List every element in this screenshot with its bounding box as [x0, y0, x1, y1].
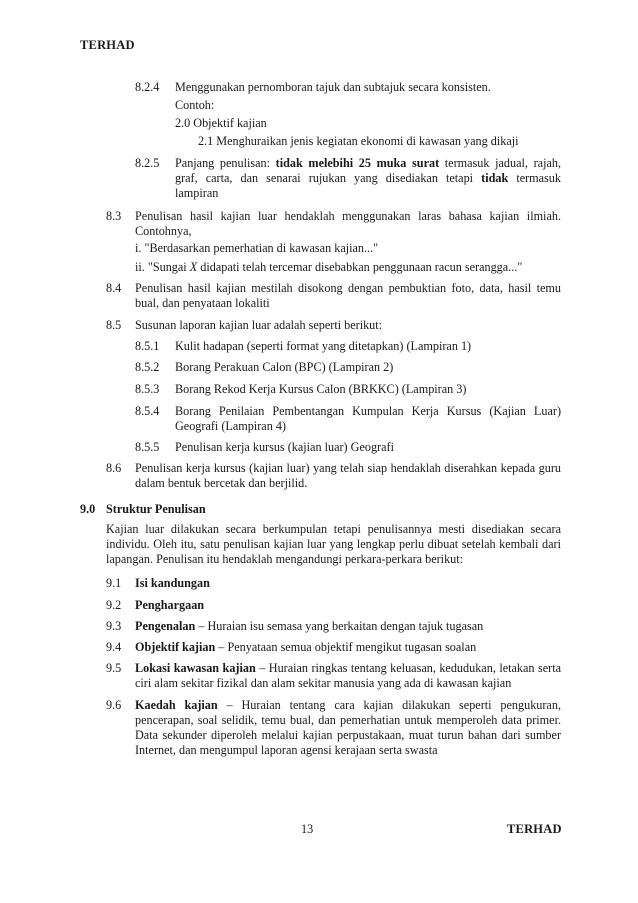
- list-item-title: Isi kandungan: [135, 576, 210, 590]
- section-8-3-number: 8.3: [106, 209, 122, 223]
- list-item-title: Pengenalan: [135, 619, 196, 633]
- list-item-text: Borang Rekod Kerja Kursus Calon (BRKKC) (Lampiran 3): [175, 382, 467, 396]
- section-8-5-number: 8.5: [106, 318, 122, 332]
- s825-text-pre: Panjang penulisan:: [175, 156, 276, 170]
- list-item-number: 9.2: [106, 598, 122, 612]
- section-8-2-5-number: 8.2.5: [135, 156, 160, 170]
- example-ii-post: didapati telah tercemar disebabkan penggunaan racun serangga...": [197, 260, 523, 274]
- section-8-5-text: Susunan laporan kajian luar adalah seperti berikut:: [135, 318, 383, 332]
- s825-text-bold-tidak: tidak: [481, 171, 509, 185]
- section-9-0-title: Struktur Penulisan: [106, 502, 206, 516]
- page-number: 13: [301, 822, 314, 836]
- list-item-title: Lokasi kawasan kajian: [135, 661, 256, 675]
- example-heading-2-0: 2.0 Objektif kajian: [175, 116, 267, 130]
- list-item-desc: – Huraian tentang cara kajian dilakukan seperti pengukuran, pencerapan, soal selidik, temu bual, dan pemerhatian untuk memperoleh data primer. Data sekunder diperoleh melalui kajian perpustakaan, muat turun bahan dari sumber Internet, dan mengumpul laporan agensi kerajaan serta swasta: [135, 698, 561, 757]
- list-item-text: Kulit hadapan (seperti format yang ditetapkan) (Lampiran 1): [175, 339, 472, 353]
- page-header-label: TERHAD: [80, 38, 135, 52]
- list-item-number: 8.5.4: [135, 404, 160, 418]
- list-item-number: 8.5.1: [135, 339, 160, 353]
- list-item-text: Borang Penilaian Pembentangan Kumpulan Kerja Kursus (Kajian Luar) Geografi (Lampiran 4): [175, 404, 561, 433]
- list-item-number: 9.6: [106, 698, 122, 712]
- s825-text-bold-limit: tidak melebihi 25 muka surat: [275, 156, 440, 170]
- list-item-number: 8.5.5: [135, 440, 160, 454]
- list-item-text: [135, 661, 561, 691]
- example-ii-pre: ii. "Sungai: [135, 260, 190, 274]
- section-8-3-example-i: i. "Berdasarkan pemerhatian di kawasan kajian...": [135, 241, 379, 255]
- list-item-number: 9.4: [106, 640, 122, 654]
- list-item-text: [135, 698, 561, 758]
- section-8-2-5-text: [175, 156, 561, 201]
- section-8-3-example-ii: [135, 260, 522, 275]
- section-9-0-number: 9.0: [80, 502, 96, 516]
- list-item-desc: – Huraian isu semasa yang berkaitan dengan tajuk tugasan: [195, 619, 484, 633]
- section-8-6-text: Penulisan kerja kursus (kajian luar) yang telah siap hendaklah diserahkan kepada guru dalam bentuk bercetak dan berjilid.: [135, 461, 561, 490]
- page-footer-label: TERHAD: [507, 822, 562, 836]
- list-item-desc: – Huraian ringkas tentang keluasan, kedudukan, letakan serta ciri alam sekitar fizikal dan alam sekitar manusia yang ada di kawasan kajian: [135, 661, 561, 690]
- list-item-number: 8.5.2: [135, 360, 160, 374]
- example-subheading-2-1: 2.1 Menghuraikan jenis kegiatan ekonomi di kawasan yang dikaji: [198, 134, 519, 148]
- s825-text-post: termasuk lampiran: [175, 171, 561, 200]
- section-9-0-intro: Kajian luar dilakukan secara berkumpulan tetapi penulisannya mesti disediakan secara individu. Oleh itu, satu penulisan kajian luar yang lengkap perlu dibuat setelah kembali dari lapangan. Penulisan itu hendaklah mengandungi perkara-perkara berikut:: [106, 522, 561, 566]
- example-ii-italic: X: [189, 260, 198, 274]
- list-item-desc: – Penyataan semua objektif mengikut tugasan soalan: [215, 640, 477, 654]
- list-item-number: 9.1: [106, 576, 122, 590]
- list-item-text: Penulisan kerja kursus (kajian luar) Geografi: [175, 440, 394, 454]
- section-8-2-4-text: Menggunakan pernomboran tajuk dan subtajuk secara konsisten.: [175, 80, 491, 94]
- list-item-number: 9.3: [106, 619, 122, 633]
- example-label: Contoh:: [175, 98, 215, 112]
- section-8-2-4-number: 8.2.4: [135, 80, 160, 94]
- list-item-title: Penghargaan: [135, 598, 205, 612]
- section-8-4-number: 8.4: [106, 281, 122, 295]
- section-8-3-text: Penulisan hasil kajian luar hendaklah menggunakan laras bahasa kajian ilmiah. Contohnya,: [135, 209, 561, 238]
- list-item-number: 8.5.3: [135, 382, 160, 396]
- list-item-text: Borang Perakuan Calon (BPC) (Lampiran 2): [175, 360, 394, 374]
- list-item-title: Kaedah kajian: [135, 698, 218, 712]
- s825-text-mid: termasuk jadual, rajah, graf, carta, dan senarai rujukan yang disediakan tetapi: [175, 156, 562, 185]
- list-item-text: [135, 640, 476, 655]
- section-8-4-text: Penulisan hasil kajian mestilah disokong dengan pembuktian foto, data, hasil temu bual, dan penyataan lokaliti: [135, 281, 561, 310]
- list-item-number: 9.5: [106, 661, 122, 675]
- list-item-text: [135, 619, 483, 634]
- section-8-6-number: 8.6: [106, 461, 122, 475]
- list-item-title: Objektif kajian: [135, 640, 216, 654]
